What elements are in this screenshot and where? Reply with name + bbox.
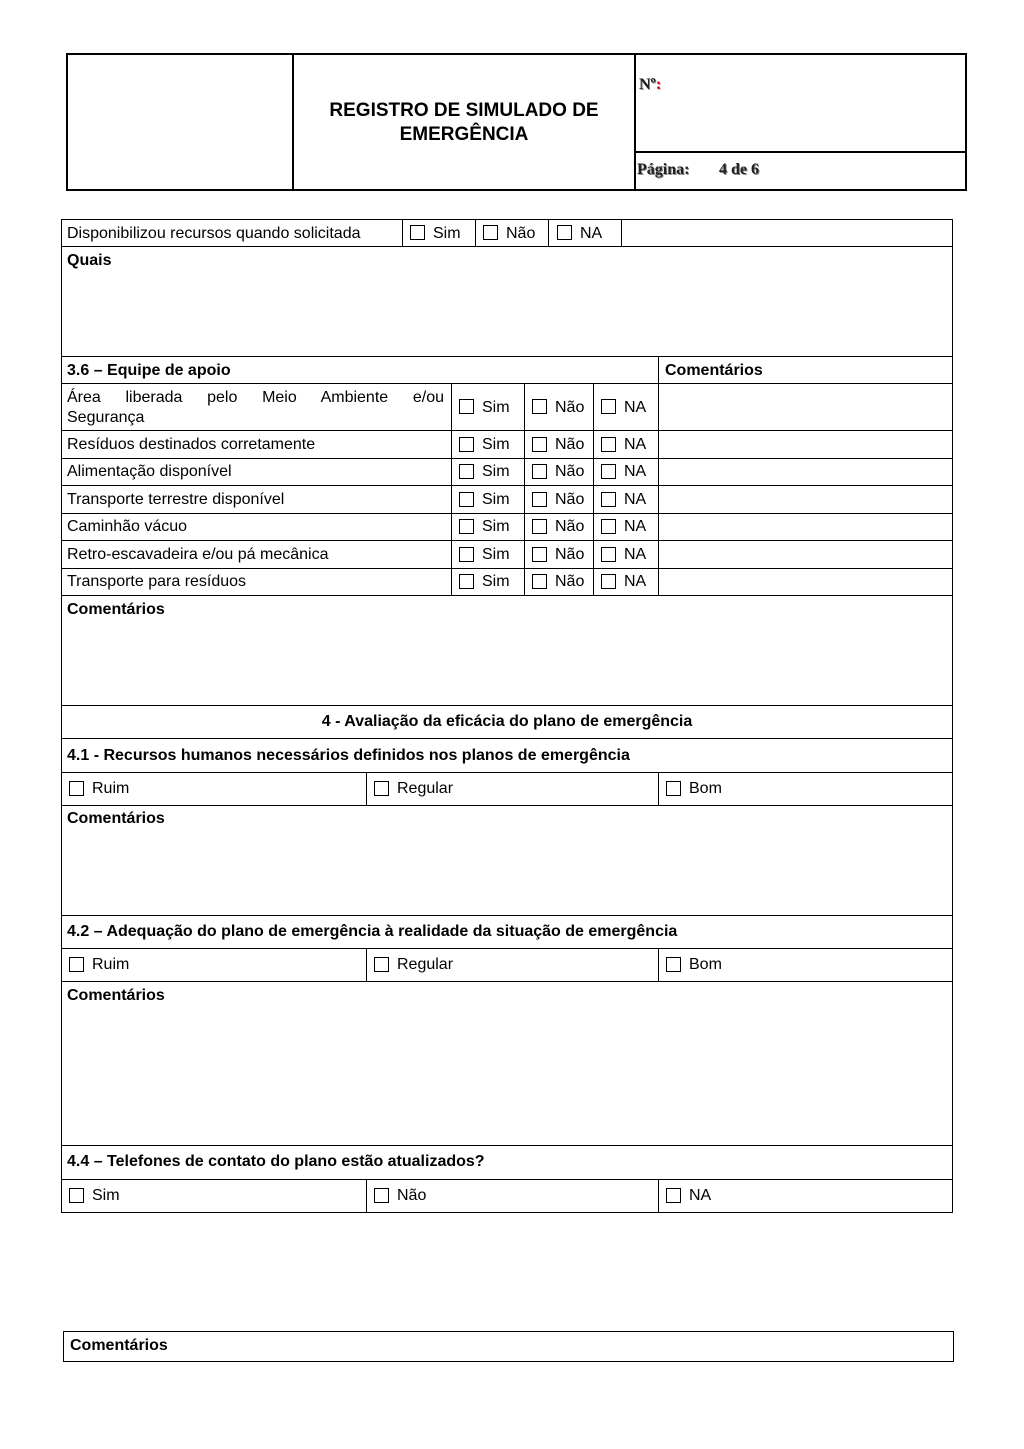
footer-comments-label: Comentários — [70, 1337, 168, 1354]
ruim-label: Ruim — [92, 780, 130, 797]
row-line — [61, 772, 953, 773]
equipe-item-nao-checkbox[interactable] — [532, 437, 547, 452]
recursos-na-checkbox[interactable] — [557, 225, 572, 240]
q42-comments-field[interactable] — [62, 1006, 952, 1144]
row-line — [61, 430, 953, 431]
row-line — [61, 485, 953, 486]
q41-title: 4.1 - Recursos humanos necessários definidos nos planos de emergência — [67, 747, 630, 764]
equipe-item-nao-checkbox[interactable] — [532, 399, 547, 414]
na-label: NA — [624, 546, 647, 563]
equipe-item-na-checkbox[interactable] — [601, 492, 616, 507]
col-line — [658, 356, 659, 595]
col-line — [402, 219, 403, 246]
equipe-item-sim-checkbox[interactable] — [459, 437, 474, 452]
recursos-sim-label: Sim — [433, 225, 461, 242]
row-line — [61, 568, 953, 569]
equipe-item-na-checkbox[interactable] — [601, 399, 616, 414]
nao-label: Não — [555, 436, 585, 453]
col-line — [621, 219, 622, 246]
equipe-item-na-checkbox[interactable] — [601, 547, 616, 562]
row-line — [61, 246, 953, 247]
quais-field[interactable] — [62, 270, 952, 355]
row-line — [61, 219, 953, 220]
nao-label: Não — [397, 1187, 427, 1204]
equipe-item-sim-checkbox[interactable] — [459, 492, 474, 507]
recursos-na-label: NA — [580, 225, 603, 242]
logo-area — [68, 55, 292, 189]
equipe-item-nao-checkbox[interactable] — [532, 574, 547, 589]
q42-regular-checkbox[interactable] — [374, 957, 389, 972]
col-line — [524, 383, 525, 595]
q42-ruim-checkbox[interactable] — [69, 957, 84, 972]
q44-sim-checkbox[interactable] — [69, 1188, 84, 1203]
equipe-item-sim-checkbox[interactable] — [459, 399, 474, 414]
col-line — [658, 772, 659, 805]
sim-label: Sim — [92, 1187, 120, 1204]
equipe-item-label: Retro-escavadeira e/ou pá mecânica — [67, 546, 329, 563]
sim-label: Sim — [482, 436, 510, 453]
nao-label: Não — [555, 573, 585, 590]
equipe-item-label: Transporte terrestre disponível — [67, 491, 285, 508]
nao-label: Não — [555, 399, 585, 416]
recursos-sim-checkbox[interactable] — [410, 225, 425, 240]
document-title — [294, 99, 634, 147]
equipe-item-nao-checkbox[interactable] — [532, 492, 547, 507]
col-line — [593, 383, 594, 595]
q41-comments-field[interactable] — [62, 830, 952, 914]
quais-label: Quais — [67, 252, 112, 269]
col-line — [451, 383, 452, 595]
q44-title: 4.4 – Telefones de contato do plano estão atualizados? — [67, 1153, 485, 1170]
equipe-item-sim-checkbox[interactable] — [459, 464, 474, 479]
recursos-nao-label: Não — [506, 225, 536, 242]
equipe-apoio-title: 3.6 – Equipe de apoio — [67, 362, 231, 379]
row-line — [61, 383, 953, 384]
equipe-item-nao-checkbox[interactable] — [532, 547, 547, 562]
q44-nao-checkbox[interactable] — [374, 1188, 389, 1203]
pagina-value: 4 de 6 — [719, 161, 759, 178]
equipe-item-na-checkbox[interactable] — [601, 574, 616, 589]
na-label: NA — [624, 491, 647, 508]
nao-label: Não — [555, 463, 585, 480]
row-line — [61, 948, 953, 949]
document-title-line1: REGISTRO DE SIMULADO DE — [329, 100, 599, 121]
equipe-item-label: Resíduos destinados corretamente — [67, 436, 316, 453]
row-line — [61, 458, 953, 459]
equipe-item-na-checkbox[interactable] — [601, 519, 616, 534]
equipe-item-label: Caminhão vácuo — [67, 518, 188, 535]
na-label: NA — [624, 436, 647, 453]
regular-label: Regular — [397, 956, 454, 973]
q42-comments-label: Comentários — [67, 987, 165, 1004]
row-line — [61, 805, 953, 806]
header-divider — [634, 151, 967, 153]
col-line — [475, 219, 476, 246]
equipe-item-nao-checkbox[interactable] — [532, 519, 547, 534]
numero-label: Nº: — [639, 76, 662, 93]
header-divider — [634, 53, 636, 191]
q44-na-checkbox[interactable] — [666, 1188, 681, 1203]
equipe-comments-header: Comentários — [665, 362, 763, 379]
equipe-item-nao-checkbox[interactable] — [532, 464, 547, 479]
equipe-comments-label: Comentários — [67, 601, 165, 618]
equipe-item-label: Área liberada pelo Meio Ambiente e/ou — [67, 389, 444, 406]
ruim-label: Ruim — [92, 956, 130, 973]
q42-title: 4.2 – Adequação do plano de emergência à realidade da situação de emergência — [67, 923, 678, 940]
sim-label: Sim — [482, 546, 510, 563]
col-line — [548, 219, 549, 246]
na-label: NA — [689, 1187, 712, 1204]
col-line — [366, 772, 367, 805]
row-line — [61, 981, 953, 982]
regular-label: Regular — [397, 780, 454, 797]
row-line — [61, 738, 953, 739]
pagina-label: Página: — [637, 161, 690, 178]
equipe-item-label: Segurança — [67, 409, 145, 426]
sim-label: Sim — [482, 399, 510, 416]
row-line — [61, 1212, 953, 1213]
nao-label: Não — [555, 491, 585, 508]
recursos-nao-checkbox[interactable] — [483, 225, 498, 240]
avaliacao-section-title: 4 - Avaliação da eficácia do plano de emergência — [321, 713, 693, 730]
table-border-right — [952, 219, 953, 1213]
row-line — [61, 915, 953, 916]
col-line — [658, 948, 659, 981]
row-line — [61, 513, 953, 514]
equipe-item-label: Transporte para resíduos — [67, 573, 247, 590]
row-line — [61, 1145, 953, 1146]
q41-regular-checkbox[interactable] — [374, 781, 389, 796]
na-label: NA — [624, 399, 647, 416]
bom-label: Bom — [689, 780, 722, 797]
col-line — [366, 1179, 367, 1212]
row-line — [61, 1179, 953, 1180]
na-label: NA — [624, 463, 647, 480]
bom-label: Bom — [689, 956, 722, 973]
nao-label: Não — [555, 518, 585, 535]
footer-comments-box[interactable] — [63, 1331, 954, 1362]
col-line — [366, 948, 367, 981]
row-line — [61, 540, 953, 541]
equipe-item-sim-checkbox[interactable] — [459, 574, 474, 589]
na-label: NA — [624, 573, 647, 590]
document-title-line2: EMERGÊNCIA — [399, 124, 529, 145]
nao-label: Não — [555, 546, 585, 563]
equipe-item-label: Alimentação disponível — [67, 463, 232, 480]
q41-bom-checkbox[interactable] — [666, 781, 681, 796]
col-line — [658, 1179, 659, 1212]
recursos-question: Disponibilizou recursos quando solicitada — [67, 225, 361, 242]
equipe-item-na-checkbox[interactable] — [601, 464, 616, 479]
equipe-item-sim-checkbox[interactable] — [459, 519, 474, 534]
equipe-item-na-checkbox[interactable] — [601, 437, 616, 452]
equipe-item-sim-checkbox[interactable] — [459, 547, 474, 562]
q41-comments-label: Comentários — [67, 810, 165, 827]
na-label: NA — [624, 518, 647, 535]
sim-label: Sim — [482, 463, 510, 480]
sim-label: Sim — [482, 491, 510, 508]
row-line — [61, 705, 953, 706]
q41-ruim-checkbox[interactable] — [69, 781, 84, 796]
equipe-comments-field[interactable] — [62, 620, 952, 704]
q42-bom-checkbox[interactable] — [666, 957, 681, 972]
sim-label: Sim — [482, 573, 510, 590]
row-line — [61, 356, 953, 357]
sim-label: Sim — [482, 518, 510, 535]
row-line — [61, 595, 953, 596]
